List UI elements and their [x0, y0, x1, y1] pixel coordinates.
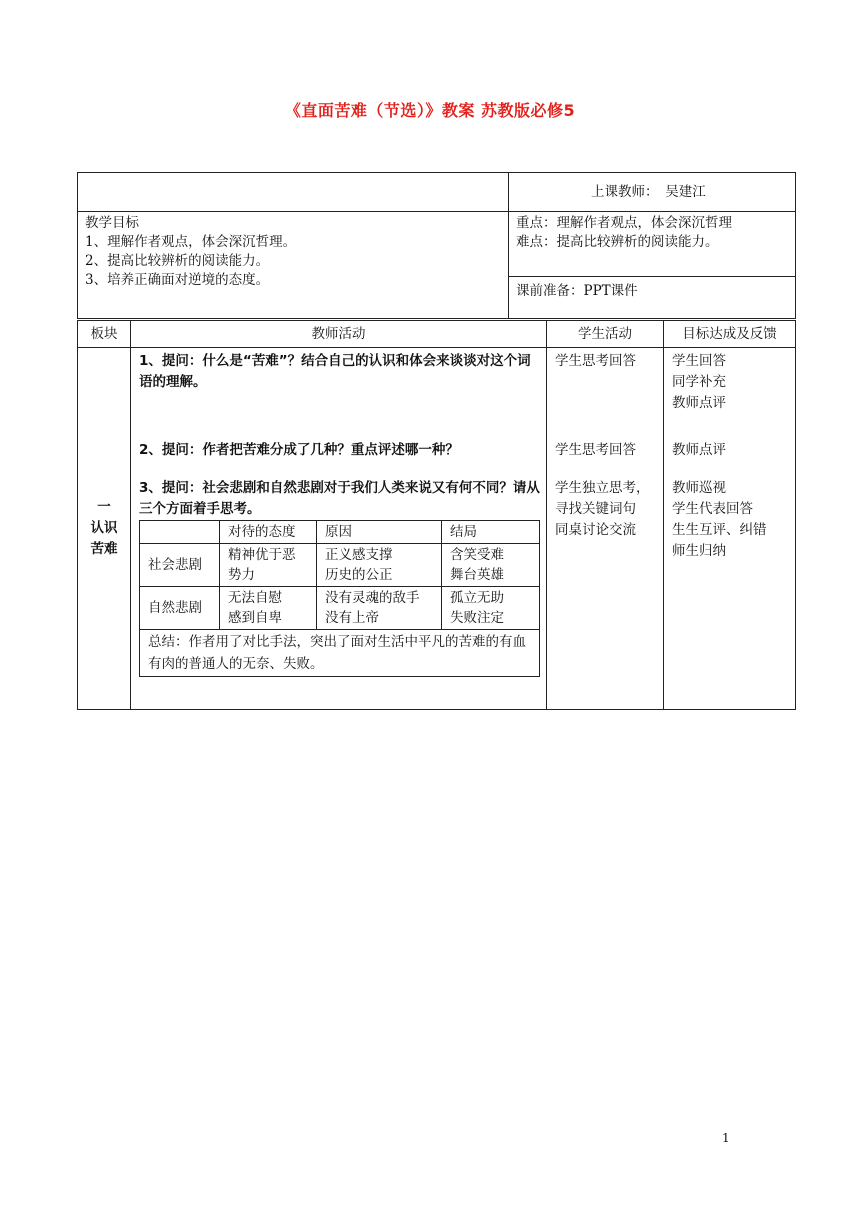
- comparison-header-ending: 结局: [442, 521, 540, 544]
- feedback-line: 生生互评、纠错: [672, 522, 767, 538]
- preparation: 课前准备：PPT课件: [516, 283, 638, 299]
- feedback-cell: [664, 348, 796, 710]
- ending-natural: [442, 587, 540, 630]
- feedback-line: 教师点评: [672, 395, 726, 411]
- attitude-line: 感到自卑: [228, 610, 282, 626]
- comparison-summary: 总结：作者用了对比手法，突出了面对生活中平凡的苦难的有血有肉的普通人的无奈、失败。: [140, 630, 540, 677]
- feedback-2: 教师点评: [672, 442, 726, 458]
- ending-line: 孤立无助: [450, 590, 504, 606]
- teacher-name: 上课教师： 吴建江: [591, 183, 706, 200]
- comparison-header-attitude: 对待的态度: [220, 521, 317, 544]
- comparison-row-social: [140, 544, 540, 587]
- comparison-header-reason: 原因: [317, 521, 442, 544]
- lesson-content-row: [78, 348, 796, 710]
- key-points-cell: [509, 212, 796, 277]
- page-number: 1: [722, 1131, 730, 1145]
- ending-social: [442, 544, 540, 587]
- column-header-teacher: 教师活动: [131, 321, 547, 348]
- question-2: 2、提问：作者把苦难分成了几种？重点评述哪一种？: [139, 442, 459, 458]
- student-activity-line: 学生独立思考，: [555, 480, 650, 496]
- attitude-social: 精神优于恶势力: [220, 544, 317, 587]
- feedback-line: 学生回答: [672, 353, 726, 369]
- row-name-social: 社会悲剧: [140, 544, 220, 587]
- feedback-group-1: [672, 351, 789, 414]
- column-header-row: [78, 321, 796, 348]
- feedback-group-3: [672, 478, 789, 562]
- preparation-cell: [509, 277, 796, 319]
- column-header-section: 板块: [78, 321, 131, 348]
- teacher-activity-cell: [131, 348, 547, 710]
- ending-line: 舞台英雄: [450, 567, 504, 583]
- teacher-cell: [509, 173, 796, 212]
- column-header-student: 学生活动: [547, 321, 664, 348]
- tragedy-comparison-table: [139, 520, 540, 677]
- student-activity-line: 寻找关键词句: [555, 501, 636, 517]
- objectives-title: 教学目标: [85, 215, 139, 231]
- comparison-summary-row: [140, 630, 540, 677]
- attitude-line: 无法自慰: [228, 590, 282, 606]
- student-activity-1: 学生思考回答: [555, 353, 636, 369]
- feedback-line: 教师巡视: [672, 480, 726, 496]
- objective-item: 3、培养正确面对逆境的态度。: [85, 272, 270, 288]
- student-activity-line: 同桌讨论交流: [555, 522, 636, 538]
- feedback-line: 学生代表回答: [672, 501, 753, 517]
- ending-line: 含笑受难: [450, 547, 504, 563]
- reason-natural: [317, 587, 442, 630]
- reason-social: [317, 544, 442, 587]
- objective-item: 1、理解作者观点，体会深沉哲理。: [85, 234, 297, 250]
- question-3: 3、提问：社会悲剧和自然悲剧对于我们人类来说又有何不同？请从三个方面着手思考。: [139, 480, 540, 517]
- column-header-feedback: 目标达成及反馈: [664, 321, 796, 348]
- reason-line: 没有上帝: [325, 610, 379, 626]
- section-number: 一: [97, 499, 111, 515]
- document-title: 《直面苦难（节选）》教案 苏教版必修5: [284, 101, 576, 120]
- attitude-natural: [220, 587, 317, 630]
- blank-header-cell: [78, 173, 509, 212]
- lesson-main-table: [77, 320, 796, 710]
- row-name-natural: 自然悲剧: [140, 587, 220, 630]
- reason-line: 没有灵魂的敌手: [325, 590, 420, 606]
- student-activity-2: 学生思考回答: [555, 442, 636, 458]
- reason-line: 正义感支撑: [325, 547, 393, 563]
- lesson-header-table: [77, 172, 796, 319]
- question-1: 1、提问：什么是“苦难”？结合自己的认识和体会来谈谈对这个词语的理解。: [139, 353, 531, 390]
- difficulty-point: 难点：提高比较辨析的阅读能力。: [516, 234, 719, 250]
- reason-line: 历史的公正: [325, 567, 393, 583]
- comparison-row-natural: [140, 587, 540, 630]
- ending-line: 失败注定: [450, 610, 504, 626]
- feedback-line: 同学补充: [672, 374, 726, 390]
- section-cell: [78, 348, 131, 710]
- feedback-line: 师生归纳: [672, 543, 726, 559]
- comparison-header-row: [140, 521, 540, 544]
- key-point: 重点：理解作者观点，体会深沉哲理: [516, 215, 732, 231]
- comparison-header-blank: [140, 521, 220, 544]
- objectives-cell: [78, 212, 509, 319]
- section-title-line2: 苦难: [90, 541, 118, 557]
- objective-item: 2、提高比较辨析的阅读能力。: [85, 253, 270, 269]
- student-activity-3: [555, 478, 657, 541]
- student-activity-cell: [547, 348, 664, 710]
- section-title-line1: 认识: [90, 520, 118, 536]
